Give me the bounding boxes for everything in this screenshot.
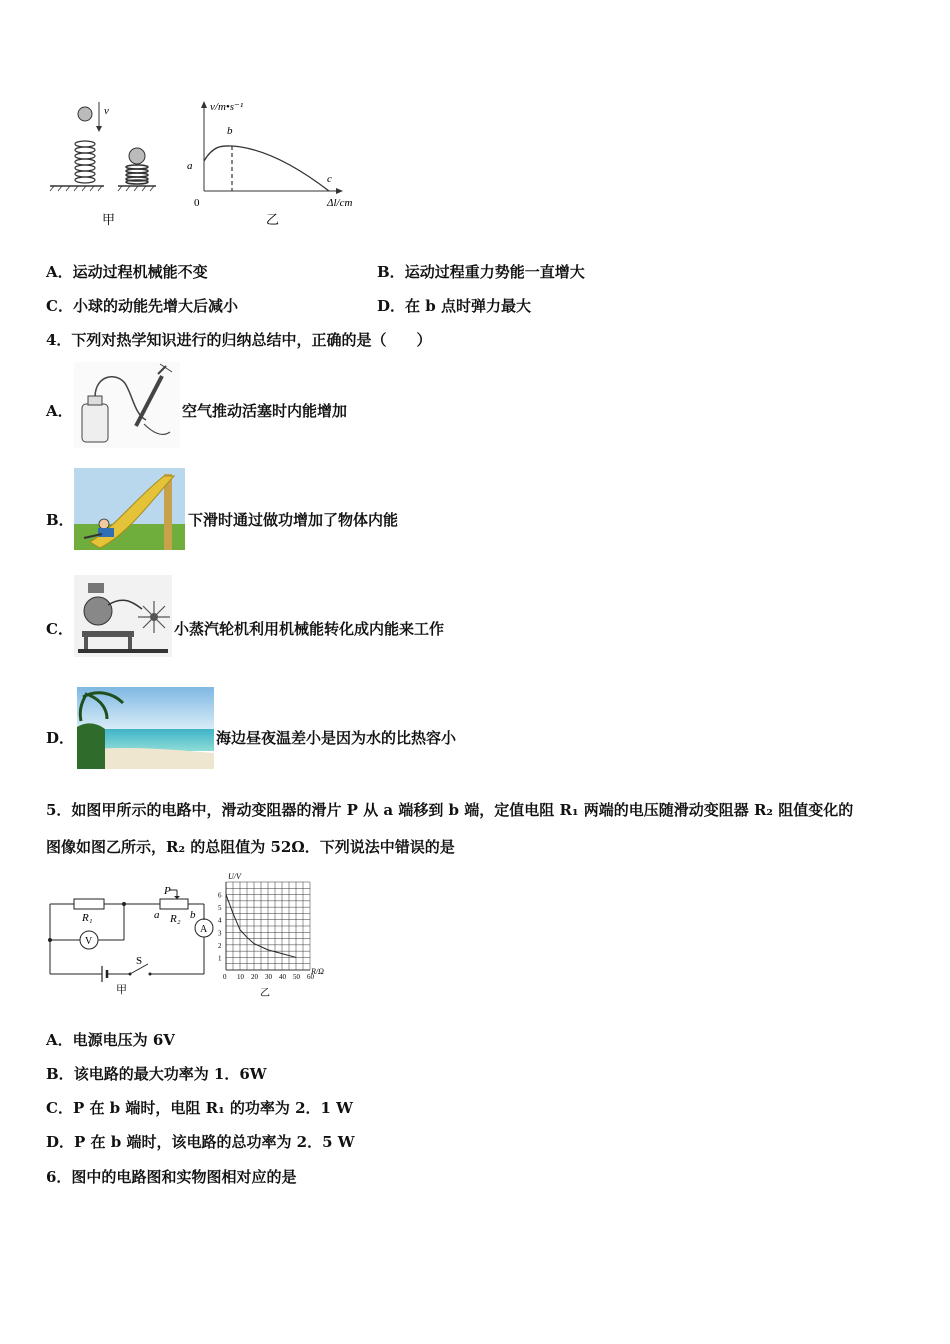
chart-y-tick-label: 3	[218, 929, 222, 938]
svg-text:0: 0	[194, 197, 200, 209]
chart-caption: 乙	[260, 988, 270, 999]
chart-x-tick-label: 10	[237, 973, 244, 981]
chart-x-tick-label: 20	[251, 973, 258, 981]
chart-y-tick-label: 4	[218, 916, 222, 925]
svg-text:c: c	[327, 173, 332, 185]
chart-x-tick-label: 0	[223, 973, 227, 981]
q5-voltage-resistance-chart	[214, 870, 334, 1000]
q4-option-b-text: 下滑时通过做功增加了物体内能	[188, 511, 399, 529]
q4-option-b-letter: B．	[46, 511, 74, 529]
q3-figure	[44, 96, 374, 236]
chart-svg	[214, 870, 334, 1000]
chart-y-tick-label: 2	[218, 941, 222, 950]
q5-stem-line2: 图像如图乙所示，R₂ 的总阻值为 52Ω．下列说法中错误的是	[46, 838, 455, 856]
child-on-slide-illustration	[74, 468, 185, 550]
svg-text:甲: 甲	[116, 984, 127, 996]
q4-option-d-letter: D．	[46, 729, 75, 747]
spring-icon	[75, 141, 95, 183]
svg-text:R₁: R₁	[82, 912, 93, 924]
beach-photo	[77, 687, 214, 769]
svg-text:A: A	[200, 924, 208, 935]
svg-text:v: v	[104, 105, 109, 117]
q3-option-b: B．运动过程重力势能一直增大	[377, 263, 585, 281]
ball-icon	[78, 107, 92, 121]
chart-x-tick-label: 50	[293, 973, 300, 981]
q5-option-c: C．P 在 b 端时，电阻 R₁ 的功率为 2．1 W	[46, 1099, 354, 1117]
q4-option-c-letter: C．	[46, 620, 73, 638]
svg-text:a: a	[187, 160, 193, 172]
spring-ball-diagram	[44, 96, 374, 236]
q4-option-a-text: 空气推动活塞时内能增加	[182, 402, 348, 420]
q3-option-c: C．小球的动能先增大后减小	[46, 297, 238, 315]
q4-option-a-letter: A．	[46, 402, 73, 420]
steam-turbine-illustration	[74, 575, 172, 657]
r2-rheostat	[160, 899, 188, 909]
svg-text:R₂: R₂	[170, 913, 181, 925]
q4-option-c-text: 小蒸汽轮机利用机械能转化成内能来工作	[174, 620, 445, 638]
chart-x-tick-label: 30	[265, 973, 272, 981]
svg-text:a: a	[154, 909, 160, 921]
q4-option-d-text: 海边昼夜温差小是因为水的比热容小	[216, 729, 457, 747]
r1-resistor	[74, 899, 104, 909]
chart-x-tick-label: 60	[307, 973, 314, 981]
chart-y-tick-label: 1	[218, 954, 222, 963]
q6-stem: 6．图中的电路图和实物图相对应的是	[46, 1168, 297, 1186]
svg-text:v/m•s⁻¹: v/m•s⁻¹	[210, 101, 244, 113]
svg-text:Δl/cm: Δl/cm	[327, 197, 353, 209]
chart-y-tick-label: 6	[218, 891, 222, 900]
svg-text:P: P	[164, 885, 171, 897]
q5-circuit-diagram	[44, 878, 222, 996]
q3-option-a: A．运动过程机械能不变	[46, 263, 208, 281]
q4-stem: 4．下列对热学知识进行的归纳总结中，正确的是（ ）	[46, 331, 432, 349]
svg-text:V: V	[85, 936, 93, 947]
q5-option-a: A．电源电压为 6V	[46, 1031, 175, 1049]
chart-x-label: R/Ω	[311, 967, 324, 976]
chart-y-label: U/V	[228, 872, 241, 881]
svg-text:乙: 乙	[266, 212, 280, 227]
q5-stem-line1: 5．如图甲所示的电路中，滑动变阻器的滑片 P 从 a 端移到 b 端，定值电阻 R₁ 两端的电压随滑动变阻器 R₂ 阻值变化的	[46, 801, 854, 819]
q5-option-d: D．P 在 b 端时，该电路的总功率为 2．5 W	[46, 1133, 355, 1151]
svg-text:b: b	[190, 909, 196, 921]
chart-y-tick-label: 5	[218, 904, 222, 913]
q3-option-d: D．在 b 点时弹力最大	[377, 297, 531, 315]
chart-x-tick-label: 40	[279, 973, 286, 981]
bottle-pump-illustration	[74, 362, 180, 448]
svg-text:S: S	[136, 955, 143, 967]
svg-text:b: b	[227, 125, 233, 137]
svg-text:甲: 甲	[102, 212, 116, 227]
q5-option-b: B．该电路的最大功率为 1．6W	[46, 1065, 267, 1083]
